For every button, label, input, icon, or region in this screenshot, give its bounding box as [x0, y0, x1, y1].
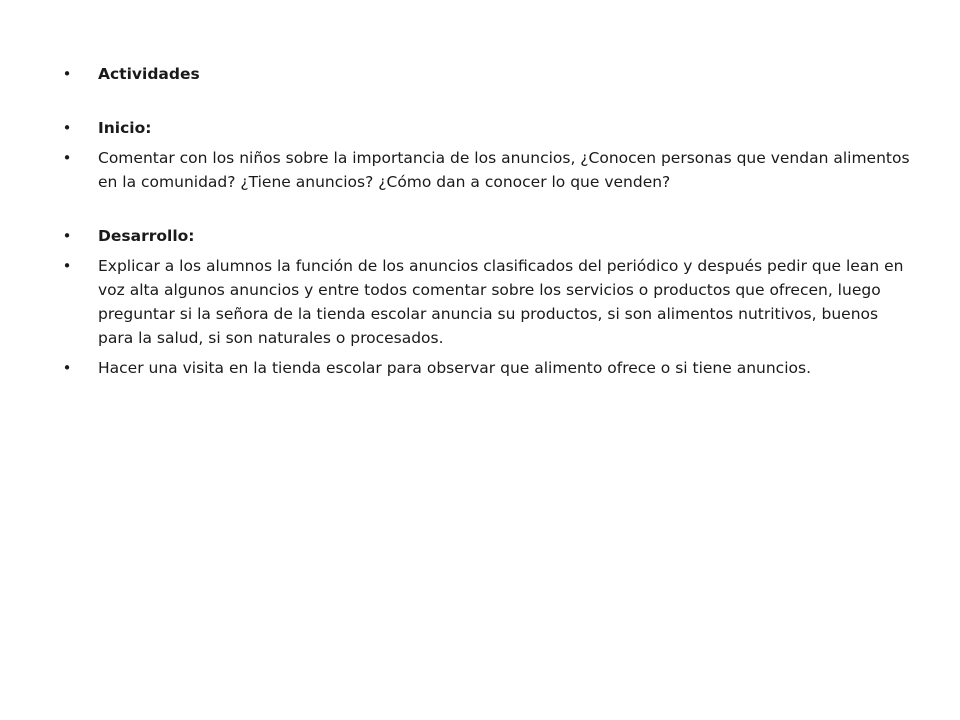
bullet-icon: •	[62, 359, 72, 377]
bullet-icon: •	[62, 65, 72, 83]
inicio-paragraph: Comentar con los niños sobre la importancia de los anuncios, ¿Conocen personas que vendan alimentos en la comunidad? ¿Tiene anuncios? ¿Cómo dan a conocer lo que venden?	[98, 149, 910, 191]
bullet-item-inicio-text	[60, 146, 910, 194]
bullet-item-visita	[60, 356, 910, 380]
heading-desarrollo: Desarrollo:	[98, 227, 195, 245]
heading-inicio: Inicio:	[98, 119, 152, 137]
bullet-icon: •	[62, 149, 72, 167]
bullet-icon: •	[62, 227, 72, 245]
desarrollo-paragraph: Explicar a los alumnos la función de los anuncios clasificados del periódico y después pedir que lean en voz alta algunos anuncios y entre todos comentar sobre los servicios o productos que ofrecen, luego preguntar si la señora de la tienda escolar anuncia su productos, si son alimentos nutritivos, buenos para la salud, si son naturales o procesados.	[98, 257, 904, 347]
bullet-icon: •	[62, 119, 72, 137]
bullet-item-desarrollo	[60, 224, 910, 248]
heading-actividades: Actividades	[98, 65, 200, 83]
bullet-item-inicio	[60, 116, 910, 140]
bullet-icon: •	[62, 257, 72, 275]
bullet-item-desarrollo-text	[60, 254, 910, 350]
bullet-item-actividades	[60, 62, 910, 86]
activity-bullet-list	[60, 62, 910, 380]
visita-paragraph: Hacer una visita en la tienda escolar para observar que alimento ofrece o si tiene anuncios.	[98, 359, 811, 377]
